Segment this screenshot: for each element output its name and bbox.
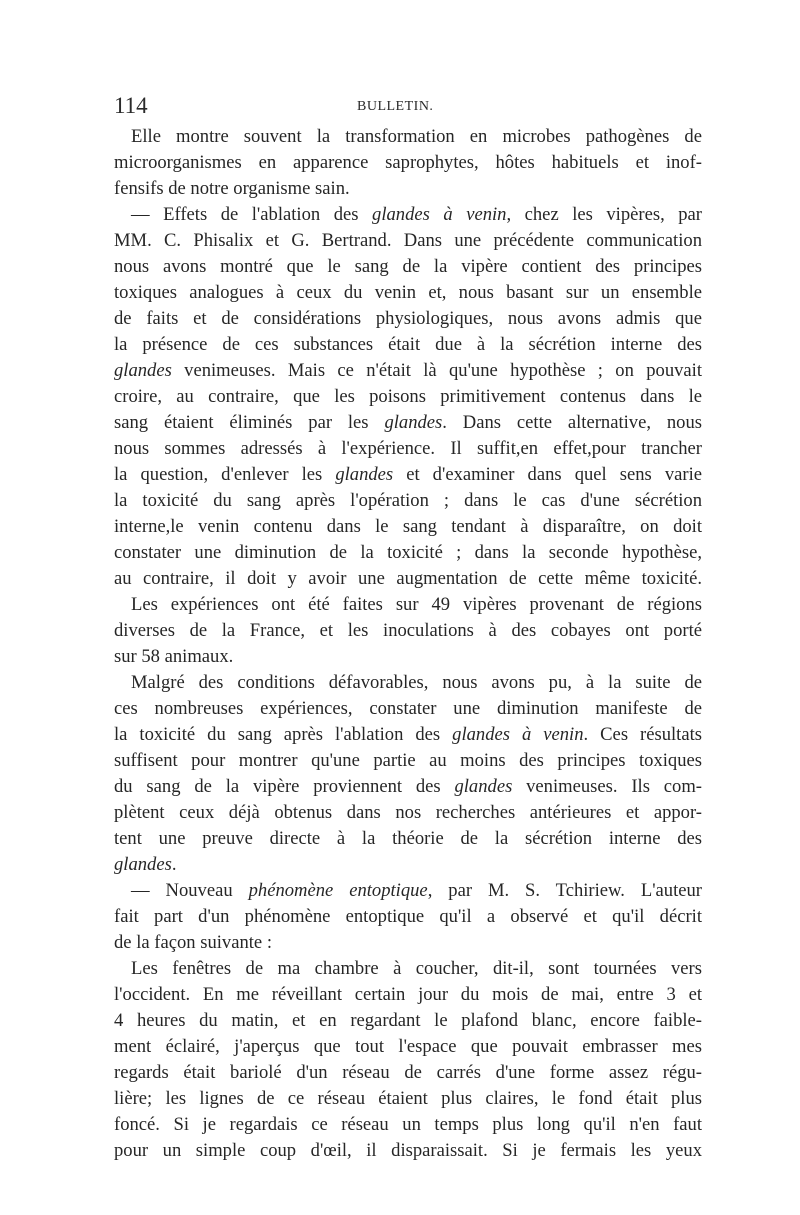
text-run: — Effets de l'ablation des [131, 204, 373, 225]
text-line [114, 722, 702, 748]
text-line: foncé. Si je regardais ce réseau un temps plus long qu'il n'en faut [114, 1114, 702, 1135]
text-line: tent une preuve directe à la théorie de la sécrétion interne des [114, 828, 702, 849]
italic-text: glandes [454, 776, 513, 797]
page-number: 114 [114, 93, 148, 118]
text-line: de la façon suivante : [114, 932, 272, 953]
text-run: , par M. S. Tchiriew. L'auteur [427, 880, 702, 901]
text-line: la toxicité du sang après l'opération ; dans le cas d'une sécrétion [114, 490, 702, 511]
text-line: 4 heures du matin, et en regardant le plafond blanc, encore faible- [114, 1010, 702, 1031]
text-line: fensifs de notre organisme sain. [114, 178, 350, 199]
text-line: interne,le venin contenu dans le sang tendant à disparaître, on doit [114, 516, 702, 537]
italic-text: glandes [114, 854, 172, 875]
text-run: et d'examiner dans quel sens varie [393, 464, 702, 485]
text-line: nous avons montré que le sang de la vipère contient des principes [114, 256, 702, 277]
text-line: nous sommes adressés à l'expérience. Il suffit,en effet,pour trancher [114, 438, 702, 459]
text-line: la présence de ces substances était due à la sécrétion interne des [114, 334, 702, 355]
italic-text: glandes [384, 412, 443, 433]
text-line [114, 852, 702, 878]
italic-text: glandes à venin [372, 204, 507, 225]
body-text [114, 124, 702, 1164]
text-run: la question, d'enlever les [114, 464, 336, 485]
text-line: ment éclairé, j'aperçus que tout l'espace que pouvait embrasser mes [114, 1036, 702, 1057]
text-run: . [171, 854, 177, 875]
text-line: de faits et de considérations physiologiques, nous avons admis que [114, 308, 702, 329]
text-line [114, 878, 702, 904]
text-line: microorganismes en apparence saprophytes, hôtes habituels et inof- [114, 152, 702, 173]
running-title: BULLETIN. [357, 99, 434, 114]
italic-text: glandes à venin [452, 724, 584, 745]
text-line: sur 58 animaux. [114, 646, 234, 667]
text-line: MM. C. Phisalix et G. Bertrand. Dans une précédente communication [114, 230, 702, 251]
text-line: toxiques analogues à ceux du venin et, nous basant sur un ensemble [114, 282, 702, 303]
page-header [114, 93, 702, 123]
text-line [114, 774, 702, 800]
text-line: ces nombreuses expériences, constater une diminution manifeste de [114, 698, 702, 719]
text-line [114, 410, 702, 436]
italic-text: glandes [114, 360, 172, 381]
text-line: regards était bariolé d'un réseau de carrés d'une forme assez régu- [114, 1062, 702, 1083]
text-line [114, 462, 702, 488]
text-line: Malgré des conditions défavorables, nous avons pu, à la suite de [131, 672, 702, 693]
text-line: lière; les lignes de ce réseau étaient plus claires, le fond était plus [114, 1088, 702, 1109]
text-line: constater une diminution de la toxicité ; dans la seconde hypothèse, [114, 542, 702, 563]
text-run: , chez les vipères, par [506, 204, 702, 225]
text-line [114, 358, 702, 384]
text-run: du sang de la vipère proviennent des [114, 776, 455, 797]
text-run: sang étaient éliminés par les [114, 412, 385, 433]
text-run: la toxicité du sang après l'ablation des [114, 724, 453, 745]
text-line: diverses de la France, et les inoculations à des cobayes ont porté [114, 620, 702, 641]
text-line: suffisent pour montrer qu'une partie au moins des principes toxiques [114, 750, 702, 771]
text-run: venimeuses. Ils com- [512, 776, 702, 797]
text-line: l'occident. En me réveillant certain jour du mois de mai, entre 3 et [114, 984, 702, 1005]
text-run: — Nouveau [131, 880, 249, 901]
text-run: venimeuses. Mais ce n'était là qu'une hypothèse ; on pouvait [171, 360, 702, 381]
text-line: Les expériences ont été faites sur 49 vipères provenant de régions [131, 594, 702, 615]
text-line: Elle montre souvent la transformation en microbes pathogènes de [131, 126, 702, 147]
text-line: croire, au contraire, que les poisons primitivement contenus dans le [114, 386, 702, 407]
italic-text: glandes [335, 464, 394, 485]
text-line: pour un simple coup d'œil, il disparaissait. Si je fermais les yeux [114, 1140, 702, 1161]
text-line: au contraire, il doit y avoir une augmentation de cette même toxicité. [114, 568, 702, 589]
text-run: . Dans cette alternative, nous [442, 412, 702, 433]
text-line: fait part d'un phénomène entoptique qu'il a observé et qu'il décrit [114, 906, 702, 927]
text-line: plètent ceux déjà obtenus dans nos recherches antérieures et appor- [114, 802, 702, 823]
text-line: Les fenêtres de ma chambre à coucher, dit-il, sont tournées vers [131, 958, 702, 979]
italic-text: phénomène entoptique [248, 880, 428, 901]
text-run: . Ces résultats [583, 724, 702, 745]
text-line [114, 202, 702, 228]
